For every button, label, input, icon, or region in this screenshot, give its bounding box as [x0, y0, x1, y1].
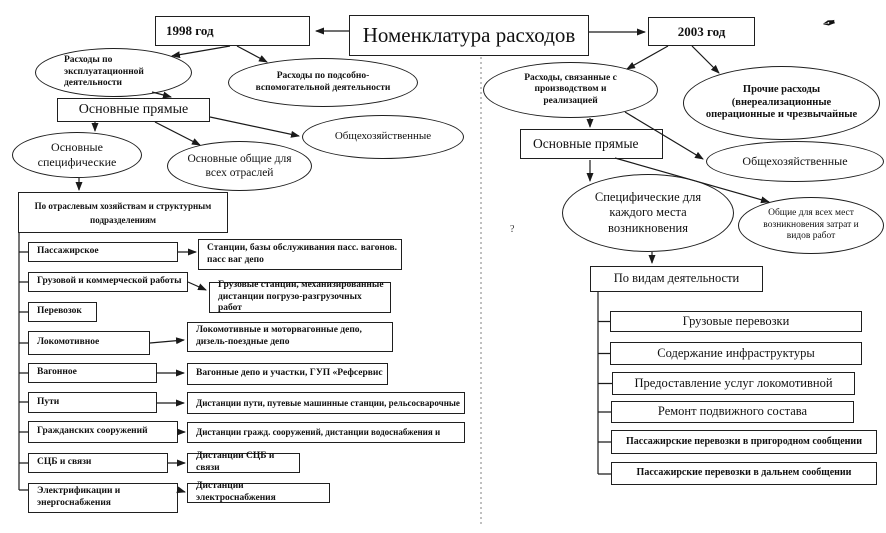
title-box [349, 15, 589, 56]
hozyaystvo-desc-grazhdanskih: Дистанции гражд. сооружений, дистанции водоснабжения и [187, 422, 465, 443]
hozyaystvo-desc-elektrifikacii: Дистанции электроснабжения [187, 483, 330, 503]
stray-mark: ? [510, 224, 515, 235]
hozyaystvo-item-vagonnoe: Вагонное [28, 363, 157, 383]
ellipse-auxiliary-expenses: Расходы по подсобно-вспомогательной деятельности [228, 58, 418, 107]
hozyaystvo-desc-vagonnoe: Вагонные депо и участки, ГУП «Рефсервис [187, 363, 388, 385]
ellipse-main-specific-1998: Основные специфические [12, 132, 142, 178]
hozyaystvo-item-elektrifikacii: Электрификации и энергоснабжения [28, 483, 178, 513]
hozyaystvo-item-gruzovoy: Грузовой и коммерческой работы [28, 272, 188, 292]
ellipse-production-expenses: Расходы, связанные с производством и реализацией [483, 62, 658, 118]
hozyaystvo-desc-passazhirskoe: Станции, базы обслуживания пасс. вагонов. пасс ваг депо [198, 239, 402, 270]
ellipse-general-business-2003: Общехозяйственные [706, 141, 884, 182]
activity-item-remont: Ремонт подвижного состава [611, 401, 854, 423]
year-1998-box [155, 16, 310, 46]
hozyaystvo-item-grazhdanskih: Гражданских сооружений [28, 421, 178, 443]
activity-item-gruzovye: Грузовые перевозки [610, 311, 862, 332]
hozyaystvo-item-passazhirskoe: Пассажирское [28, 242, 178, 262]
activity-item-dalnee: Пассажирские перевозки в дальнем сообщении [611, 462, 877, 485]
box-by-branch-economies: По отраслевым хозяйствам и структурным подразделениям [18, 192, 228, 233]
ellipse-specific-per-place: Специфические для каждого места возникновения [562, 174, 734, 252]
box-main-direct-2003: Основные прямые [520, 129, 663, 159]
year-1998-label: 1998 год [166, 23, 214, 39]
ellipse-main-common-1998: Основные общие для всех отраслей [167, 141, 312, 191]
hozyaystvo-item-perevozok: Перевозок [28, 302, 97, 322]
hozyaystvo-desc-scb: Дистанции СЦБ и связи [187, 453, 300, 473]
activity-item-infrastruktura: Содержание инфраструктуры [610, 342, 862, 365]
hozyaystvo-item-scb: СЦБ и связи [28, 453, 168, 473]
hozyaystvo-desc-gruzovoy: Грузовые станции, механизированные дистанции погрузо-разгрузочных работ [209, 282, 391, 313]
ellipse-operating-expenses: Расходы по эксплуатационной деятельности [35, 48, 192, 97]
box-main-direct-1998: Основные прямые [57, 98, 210, 122]
hozyaystvo-desc-lokomotivnoe: Локомотивные и моторвагонные депо, дизель-поездные депо [187, 322, 393, 352]
pen-scribble-icon: ✒ [820, 12, 839, 36]
ellipse-common-all-places: Общие для всех мест возникновения затрат и видов работ [738, 197, 884, 254]
year-2003-label: 2003 год [677, 23, 726, 39]
ellipse-other-expenses: Прочие расходы (внереализационные операционные и чрезвычайные [683, 66, 880, 140]
page-title: Номенклатура расходов [362, 22, 576, 47]
hozyaystvo-item-puti: Пути [28, 392, 157, 413]
hozyaystvo-item-lokomotivnoe: Локомотивное [28, 331, 150, 355]
hozyaystvo-desc-puti: Дистанции пути, путевые машинные станции, рельсосварочные [187, 392, 465, 414]
box-by-activity-types: По видам деятельности [590, 266, 763, 292]
ellipse-general-business-1998: Общехозяйственные [302, 115, 464, 159]
year-2003-box [648, 17, 755, 46]
activity-item-lokomotivnoy: Предоставление услуг локомотивной [612, 372, 855, 395]
activity-item-prigorodnoe: Пассажирские перевозки в пригородном сообщении [611, 430, 877, 454]
